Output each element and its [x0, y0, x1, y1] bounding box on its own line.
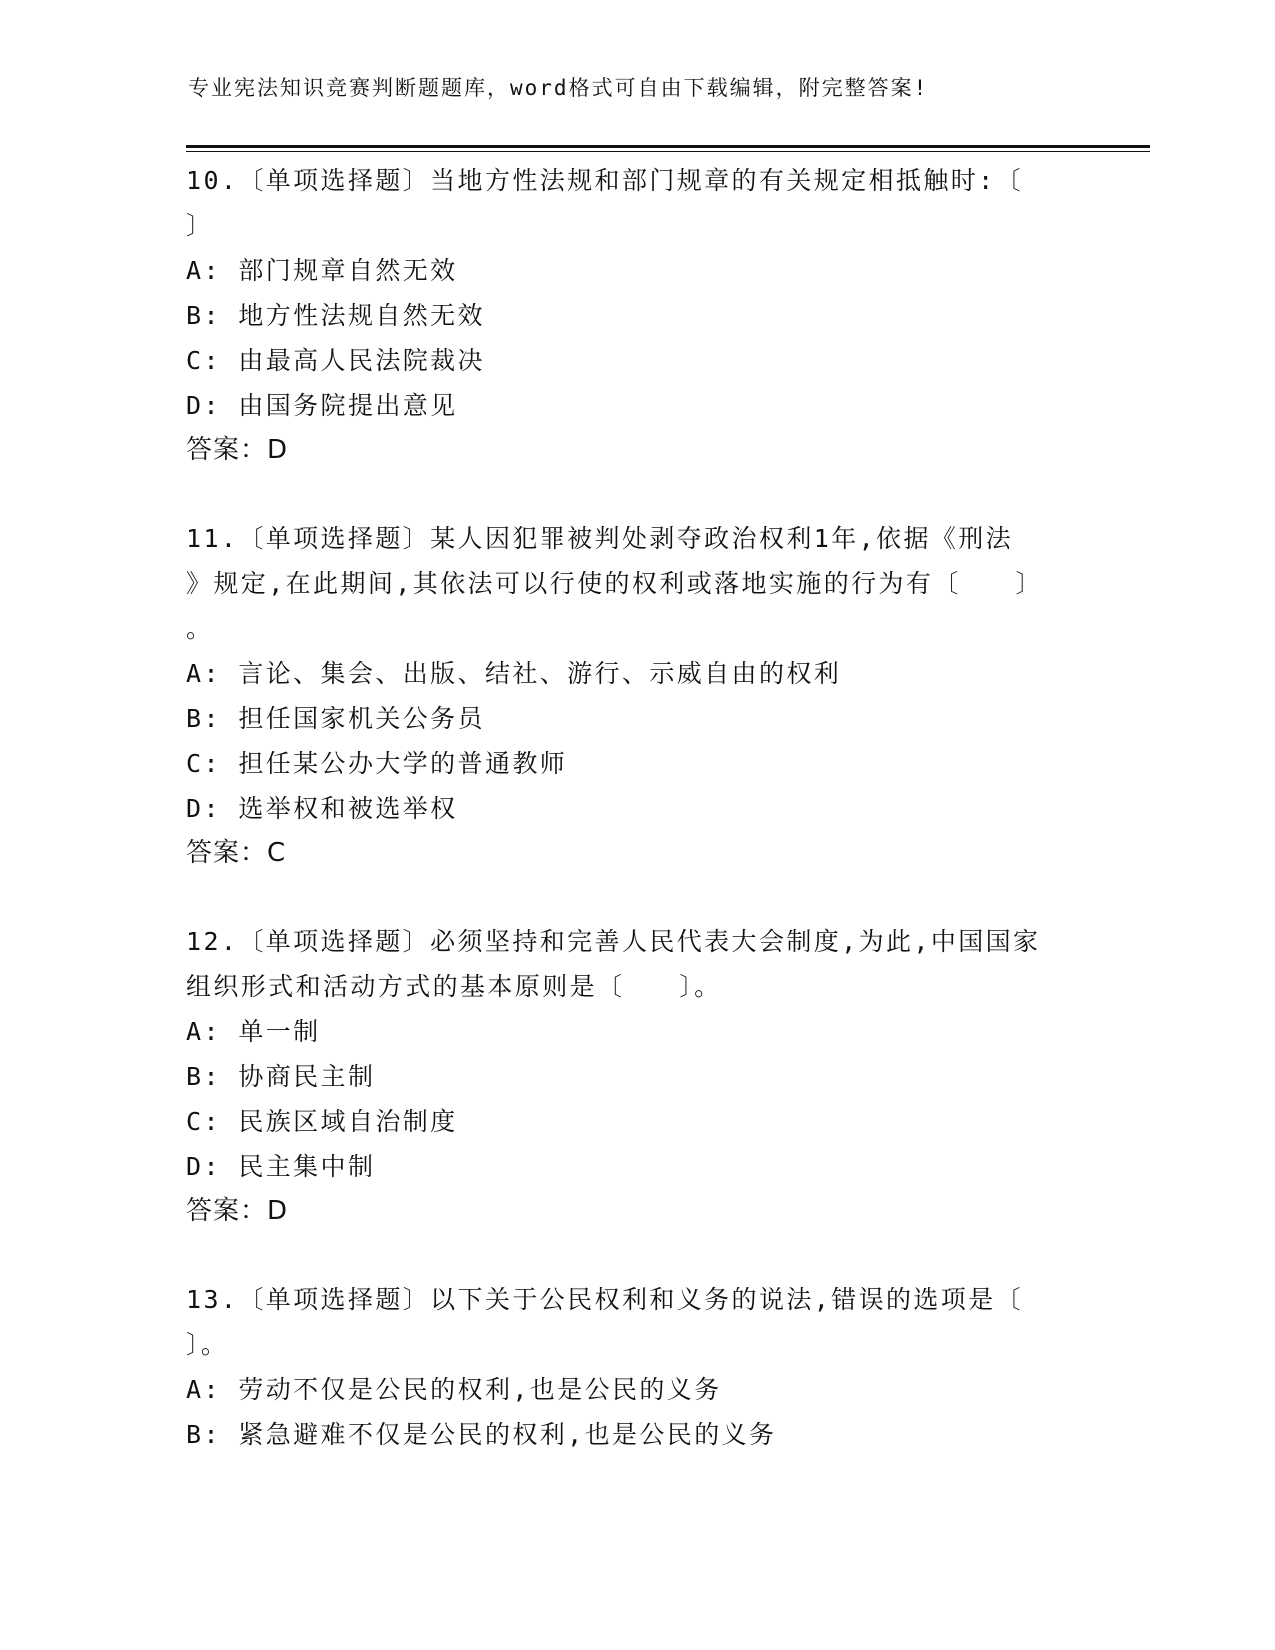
- option-c: C: 由最高人民法院裁决: [186, 346, 485, 375]
- option-d: D: 选举权和被选举权: [186, 794, 458, 823]
- option-a: A: 劳动不仅是公民的权利,也是公民的义务: [186, 1375, 722, 1404]
- question-text-line: 〕。: [186, 1330, 229, 1359]
- question-text-line: 10.〔单项选择题〕当地方性法规和部门规章的有关规定相抵触时:〔: [186, 166, 1024, 195]
- question-text-line: 。: [186, 614, 214, 643]
- question-11: [186, 516, 1086, 876]
- question-text-line: 〕: [186, 211, 214, 240]
- option-a: A: 单一制: [186, 1017, 321, 1046]
- question-12: [186, 919, 1086, 1234]
- option-b: B: 担任国家机关公务员: [186, 704, 485, 733]
- page-header: 专业宪法知识竞赛判断题题库，word格式可自由下载编辑，附完整答案!: [188, 76, 929, 100]
- option-a: A: 言论、集会、出版、结社、游行、示威自由的权利: [186, 659, 842, 688]
- question-13: [186, 1277, 1086, 1457]
- question-list: [186, 158, 1086, 1500]
- option-c: C: 担任某公办大学的普通教师: [186, 749, 568, 778]
- option-a: A: 部门规章自然无效: [186, 256, 458, 285]
- answer: 答案：D: [186, 1196, 289, 1226]
- question-10: [186, 158, 1086, 473]
- question-text-line: 组织形式和活动方式的基本原则是〔 〕。: [186, 972, 722, 1001]
- option-d: D: 民主集中制: [186, 1152, 376, 1181]
- option-d: D: 由国务院提出意见: [186, 391, 458, 420]
- answer: 答案：D: [186, 435, 289, 465]
- option-b: B: 地方性法规自然无效: [186, 301, 485, 330]
- header-divider: [186, 145, 1150, 152]
- answer: 答案：C: [186, 838, 287, 868]
- option-b: B: 紧急避难不仅是公民的权利,也是公民的义务: [186, 1420, 777, 1449]
- question-text-line: 13.〔单项选择题〕以下关于公民权利和义务的说法,错误的选项是〔: [186, 1285, 1024, 1314]
- question-text-line: 》规定,在此期间,其依法可以行使的权利或落地实施的行为有〔 〕: [186, 569, 1043, 598]
- option-c: C: 民族区域自治制度: [186, 1107, 458, 1136]
- option-b: B: 协商民主制: [186, 1062, 376, 1091]
- question-text-line: 11.〔单项选择题〕某人因犯罪被判处剥夺政治权利1年,依据《刑法: [186, 524, 1014, 553]
- question-text-line: 12.〔单项选择题〕必须坚持和完善人民代表大会制度,为此,中国国家: [186, 927, 1041, 956]
